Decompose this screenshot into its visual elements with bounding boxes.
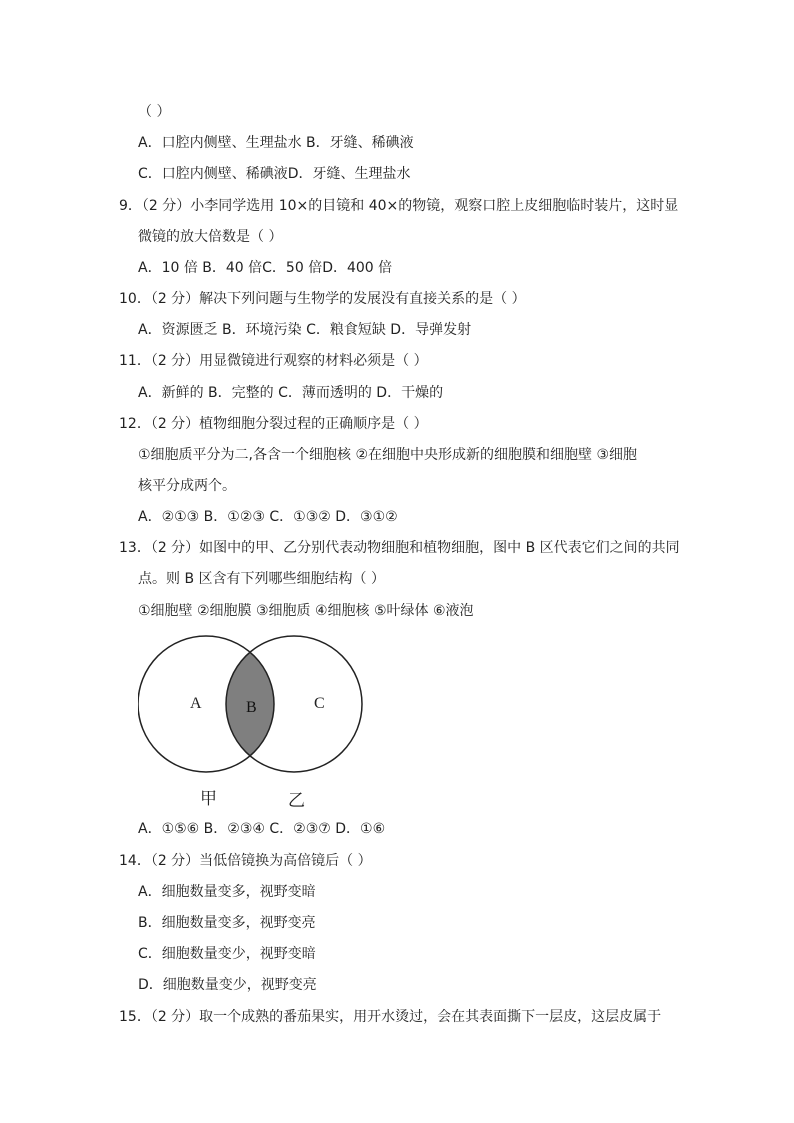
q12-desc-line1: ①细胞质平分为二,各含一个细胞核 ②在细胞中央形成新的细胞膜和细胞壁 ③细胞 bbox=[138, 447, 638, 463]
venn-diagram bbox=[138, 632, 370, 812]
q14-stem: 14．（2 分）当低倍镜换为高倍镜后（ ） bbox=[119, 853, 372, 869]
q10-options: A．资源匮乏 B．环境污染 C．粮食短缺 D．导弹发射 bbox=[138, 322, 472, 338]
q12-desc-line2: 核平分成两个。 bbox=[138, 478, 236, 494]
venn-label-a: A bbox=[190, 695, 202, 712]
venn-label-right: 乙 bbox=[288, 791, 305, 811]
venn-label-b: B bbox=[246, 699, 257, 716]
q11-options: A．新鲜的 B．完整的 C．薄而透明的 D．干燥的 bbox=[138, 385, 444, 401]
q8-options-ab: A．口腔内侧壁、生理盐水 B．牙缝、稀碘液 bbox=[138, 135, 414, 151]
q10-stem: 10．（2 分）解决下列问题与生物学的发展没有直接关系的是（ ） bbox=[119, 291, 526, 307]
q14-option-d: D．细胞数量变少，视野变亮 bbox=[138, 977, 317, 993]
q11-stem: 11．（2 分）用显微镜进行观察的材料必须是（ ） bbox=[119, 353, 428, 369]
q8-options-cd: C．口腔内侧壁、稀碘液D．牙缝、生理盐水 bbox=[138, 166, 411, 182]
venn-label-c: C bbox=[314, 695, 325, 712]
q14-option-a: A．细胞数量变多，视野变暗 bbox=[138, 884, 316, 900]
venn-label-left: 甲 bbox=[200, 789, 217, 809]
q13-structure-list: ①细胞壁 ②细胞膜 ③细胞质 ④细胞核 ⑤叶绿体 ⑥液泡 bbox=[138, 603, 474, 619]
q15-stem: 15．（2 分）取一个成熟的番茄果实，用开水烫过，会在其表面撕下一层皮，这层皮属于 bbox=[119, 1009, 662, 1025]
q14-option-c: C．细胞数量变少，视野变暗 bbox=[138, 946, 316, 962]
q13-options: A．①⑤⑥ B．②③④ C．②③⑦ D．①⑥ bbox=[138, 821, 386, 837]
q9-stem-line2: 微镜的放大倍数是（ ） bbox=[138, 229, 283, 245]
q8-paren: （ ） bbox=[138, 104, 171, 120]
q12-stem: 12．（2 分）植物细胞分裂过程的正确顺序是（ ） bbox=[119, 416, 428, 432]
q9-options: A．10 倍 B．40 倍C．50 倍D．400 倍 bbox=[138, 260, 393, 276]
q13-stem-line1: 13．（2 分）如图中的甲、乙分别代表动物细胞和植物细胞，图中 B 区代表它们之间的共同 bbox=[119, 540, 680, 556]
q12-options: A．②①③ B．①②③ C．①③② D．③①② bbox=[138, 509, 398, 525]
q14-option-b: B．细胞数量变多，视野变亮 bbox=[138, 915, 316, 931]
q9-stem-line1: 9．（2 分）小李同学选用 10×的目镜和 40×的物镜，观察口腔上皮细胞临时装片，这时显 bbox=[119, 198, 679, 214]
q13-stem-line2: 点。则 B 区含有下列哪些细胞结构（ ） bbox=[138, 571, 385, 587]
